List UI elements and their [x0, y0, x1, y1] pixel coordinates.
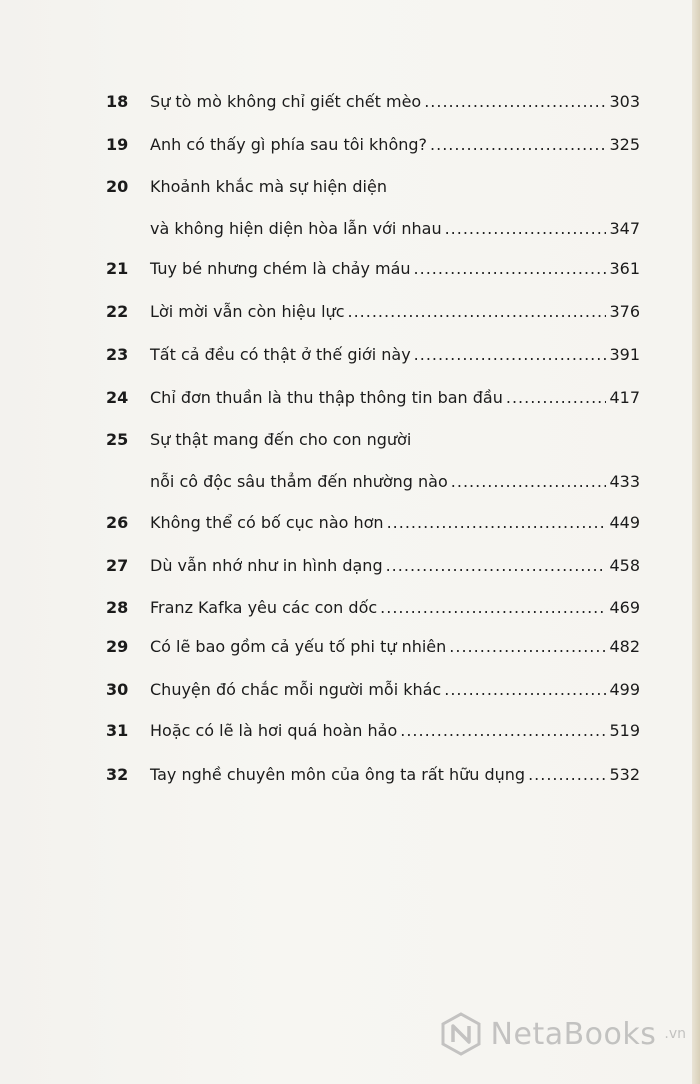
page-number: 376: [609, 302, 640, 321]
dot-leader: [444, 680, 606, 700]
chapter-title: Franz Kafka yêu các con dốc: [150, 598, 378, 617]
dot-leader: [414, 259, 607, 279]
chapter-number: 24: [106, 388, 129, 407]
dot-leader: [506, 388, 607, 408]
chapter-number: 20: [106, 177, 129, 196]
page-number: 361: [609, 259, 640, 278]
page-number: 532: [609, 765, 640, 784]
page-edge: [692, 0, 700, 1084]
page-number: 458: [609, 556, 640, 575]
chapter-number: 27: [106, 556, 129, 575]
dot-leader: [424, 92, 606, 112]
page-number: 347: [609, 219, 640, 238]
toc-line: [150, 556, 640, 576]
toc-line: [150, 219, 640, 239]
dot-leader: [445, 219, 607, 239]
page-number: 482: [609, 637, 640, 656]
chapter-title-cont: nỗi cô độc sâu thẳm đến nhường nào: [150, 472, 448, 491]
dot-leader: [387, 513, 607, 533]
chapter-title: Chỉ đơn thuần là thu thập thông tin ban đầu: [150, 388, 503, 407]
dot-leader: [414, 345, 607, 365]
chapter-number: 26: [106, 513, 129, 532]
toc-line: [150, 680, 640, 700]
page-number: 417: [609, 388, 640, 407]
chapter-title: Khoảnh khắc mà sự hiện diện: [150, 177, 387, 196]
chapter-number: 29: [106, 637, 129, 656]
toc-line: [150, 721, 640, 741]
toc-line: [150, 765, 640, 785]
chapter-title: Hoặc có lẽ là hơi quá hoàn hảo: [150, 721, 398, 740]
dot-leader: [451, 472, 607, 492]
chapter-title: Chuyện đó chắc mỗi người mỗi khác: [150, 680, 442, 699]
toc-line: [150, 92, 640, 112]
chapter-title: Anh có thấy gì phía sau tôi không?: [150, 135, 428, 154]
chapter-title: Tuy bé nhưng chém là chảy máu: [150, 259, 411, 278]
watermark-brand: NetaBooks: [490, 1016, 657, 1052]
chapter-number: 31: [106, 721, 129, 740]
dot-leader: [449, 637, 606, 657]
page-number: 469: [609, 598, 640, 617]
page-number: 449: [609, 513, 640, 532]
chapter-title: Dù vẫn nhớ như in hình dạng: [150, 556, 383, 575]
chapter-title: Tất cả đều có thật ở thế giới này: [150, 345, 411, 364]
chapter-number: 28: [106, 598, 129, 617]
toc-line: [150, 259, 640, 279]
page-number: 325: [609, 135, 640, 154]
dot-leader: [348, 302, 607, 322]
toc-line: [150, 513, 640, 533]
page-number: 519: [609, 721, 640, 740]
chapter-title-cont: và không hiện diện hòa lẫn với nhau: [150, 219, 442, 238]
page-number: 303: [609, 92, 640, 111]
page-number: 433: [609, 472, 640, 491]
chapter-number: 32: [106, 765, 129, 784]
dot-leader: [400, 721, 606, 741]
toc-line: [150, 472, 640, 492]
toc-line: [150, 637, 640, 657]
chapter-number: 25: [106, 430, 129, 449]
chapter-number: 22: [106, 302, 129, 321]
chapter-title: Sự tò mò không chỉ giết chết mèo: [150, 92, 422, 111]
page-number: 499: [609, 680, 640, 699]
chapter-number: 19: [106, 135, 129, 154]
dot-leader: [430, 135, 606, 155]
chapter-title: Có lẽ bao gồm cả yếu tố phi tự nhiên: [150, 637, 447, 656]
chapter-title: Tay nghề chuyên môn của ông ta rất hữu dụng: [150, 765, 526, 784]
dot-leader: [380, 598, 606, 618]
watermark: [439, 1012, 686, 1056]
netabooks-logo-icon: [439, 1012, 483, 1056]
chapter-title: Không thể có bố cục nào hơn: [150, 513, 384, 532]
dot-leader: [528, 765, 606, 785]
page-number: 391: [609, 345, 640, 364]
toc-line: [150, 388, 640, 408]
chapter-number: 21: [106, 259, 129, 278]
watermark-tld: .vn: [664, 1026, 686, 1042]
chapter-title: Lời mời vẫn còn hiệu lực: [150, 302, 345, 321]
toc-line: [150, 345, 640, 365]
chapter-number: 18: [106, 92, 129, 111]
toc-line: [150, 135, 640, 155]
chapter-title: Sự thật mang đến cho con người: [150, 430, 412, 449]
chapter-number: 30: [106, 680, 129, 699]
chapter-number: 23: [106, 345, 129, 364]
toc-line: [150, 302, 640, 322]
dot-leader: [386, 556, 607, 576]
toc-line: [150, 598, 640, 618]
